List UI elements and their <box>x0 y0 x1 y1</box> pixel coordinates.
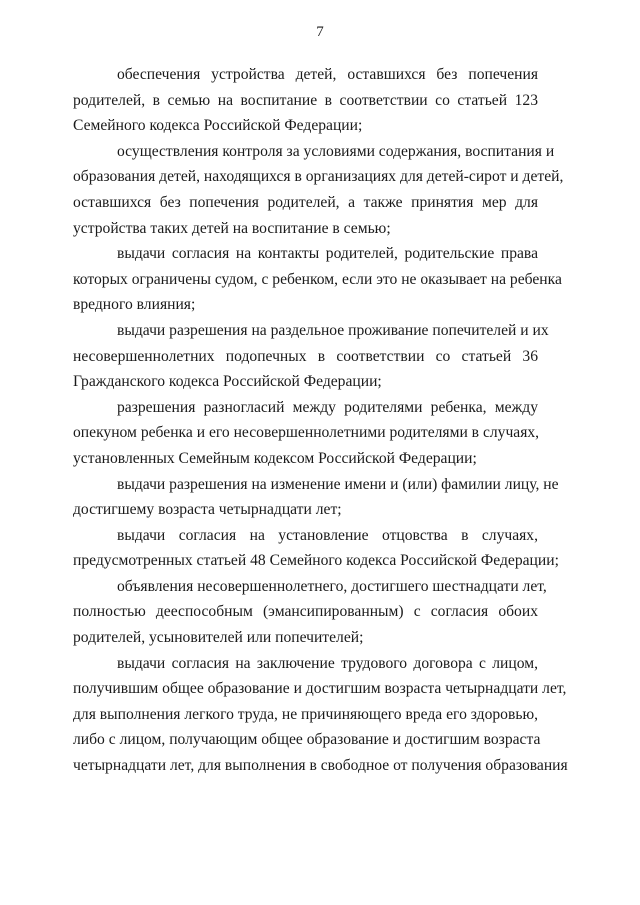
paragraph-line: выдачи согласия на заключение трудового договора с лицом, <box>117 654 538 672</box>
paragraph-line: четырнадцати лет, для выполнения в свободное от получения образования <box>73 757 568 775</box>
paragraph-line: установленных Семейным кодексом Российской Федерации; <box>73 449 477 467</box>
document-body <box>73 62 568 779</box>
paragraph-line: получившим общее образование и достигшим возраста четырнадцати лет, <box>73 680 567 698</box>
paragraph <box>73 62 538 139</box>
paragraph <box>73 395 540 472</box>
page-number: 7 <box>316 24 324 40</box>
paragraph-line: разрешения разногласий между родителями ребенка, между <box>117 398 538 416</box>
paragraph <box>73 318 549 395</box>
paragraph-line: оставшихся без попечения родителей, а также принятия мер для <box>73 193 538 211</box>
paragraph-line: родителей, усыновителей или попечителей; <box>73 629 364 647</box>
paragraph <box>73 651 568 779</box>
paragraph <box>73 523 559 574</box>
paragraph-line: несовершеннолетних подопечных в соответствии со статьей 36 <box>73 347 538 365</box>
paragraph-line: обеспечения устройства детей, оставшихся без попечения <box>117 66 538 83</box>
paragraph-line: осуществления контроля за условиями содержания, воспитания и <box>117 142 555 160</box>
paragraph-line: для выполнения легкого труда, не причиняющего вреда его здоровью, <box>73 705 538 723</box>
paragraph-line: устройства таких детей на воспитание в семью; <box>73 219 391 237</box>
paragraph-line: выдачи согласия на контакты родителей, родительские права <box>117 245 538 263</box>
paragraph-line: вредного влияния; <box>73 296 196 314</box>
paragraph-line: достигшему возраста четырнадцати лет; <box>73 501 342 519</box>
paragraph-line: Гражданского кодекса Российской Федерации; <box>73 373 382 391</box>
paragraph-line: полностью дееспособным (эмансипированным) с согласия обоих <box>73 603 538 621</box>
paragraph-line: образования детей, находящихся в организациях для детей-сирот и детей, <box>73 168 564 186</box>
paragraph-line: опекуном ребенка и его несовершеннолетними родителями в случаях, <box>73 424 540 442</box>
paragraph <box>73 139 564 241</box>
paragraph-line: которых ограничены судом, с ребенком, если это не оказывает на ребенка <box>73 270 562 288</box>
paragraph-line: выдачи согласия на установление отцовства в случаях, <box>117 526 538 544</box>
paragraph-line: предусмотренных статьей 48 Семейного кодекса Российской Федерации; <box>73 552 559 570</box>
paragraph <box>73 574 547 651</box>
paragraph-line: выдачи разрешения на раздельное проживание попечителей и их <box>117 321 549 339</box>
paragraph-line: объявления несовершеннолетнего, достигшего шестнадцати лет, <box>117 577 547 595</box>
paragraph <box>73 241 562 318</box>
paragraph-line: родителей, в семью на воспитание в соответствии со статьей 123 <box>73 91 538 109</box>
paragraph-line: выдачи разрешения на изменение имени и (или) фамилии лицу, не <box>117 475 559 493</box>
paragraph-line: Семейного кодекса Российской Федерации; <box>73 117 363 135</box>
paragraph-line: либо с лицом, получающим общее образование и достигшим возраста <box>73 731 541 749</box>
paragraph <box>73 472 559 523</box>
